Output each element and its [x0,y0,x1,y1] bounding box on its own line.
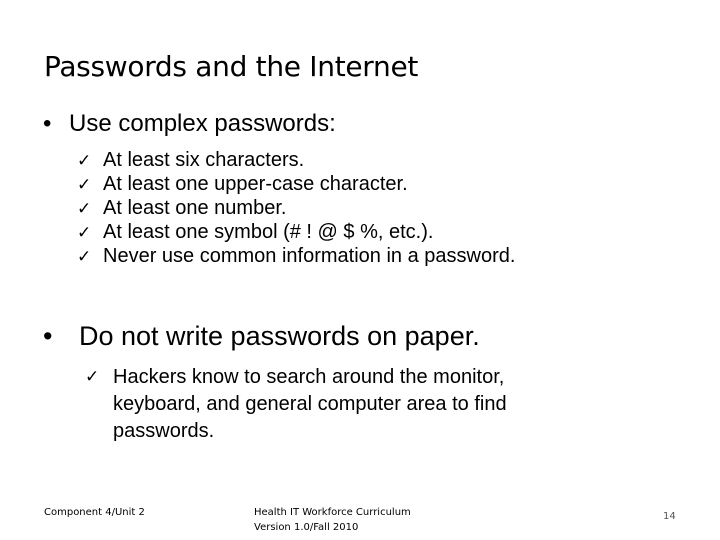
slide-title: Passwords and the Internet [44,50,419,83]
footer-curriculum-line: Health IT Workforce Curriculum [254,507,411,518]
bullet-item [43,321,480,352]
bullet-text: Do not write passwords on paper. [79,321,480,351]
sub-item-text: Hackers know to search around the monitor, keyboard, and general computer area to find passwords. [113,366,507,442]
checkmark-icon: ✓ [77,199,92,219]
checkmark-icon: ✓ [77,247,92,267]
checkmark-icon: ✓ [77,223,92,243]
sub-item [77,197,515,221]
bullet-dot: • [43,110,52,137]
sub-item-text: At least six characters. [103,149,305,171]
footer-curriculum [254,505,411,535]
sub-item [77,173,515,197]
checkmark-icon: ✓ [77,175,92,195]
footer-component: Component 4/Unit 2 [44,507,145,518]
sub-list [77,149,515,269]
sub-item [77,245,515,269]
checkmark-icon: ✓ [77,151,92,171]
sub-item [77,221,515,245]
page-number: 14 [663,511,676,522]
sub-item-text: Never use common information in a password. [103,245,516,267]
sub-item [77,149,515,173]
bullet-text: Use complex passwords: [69,110,336,137]
sub-item-text: At least one upper-case character. [103,173,408,195]
bullet-item [43,110,336,138]
sub-item-text: At least one number. [103,197,287,219]
sub-item [85,364,585,445]
checkmark-icon: ✓ [85,367,100,387]
footer-version-line: Version 1.0/Fall 2010 [254,522,359,533]
sub-item-text: At least one symbol (# ! @ $ %, etc.). [103,221,434,243]
bullet-dot: • [43,321,53,351]
